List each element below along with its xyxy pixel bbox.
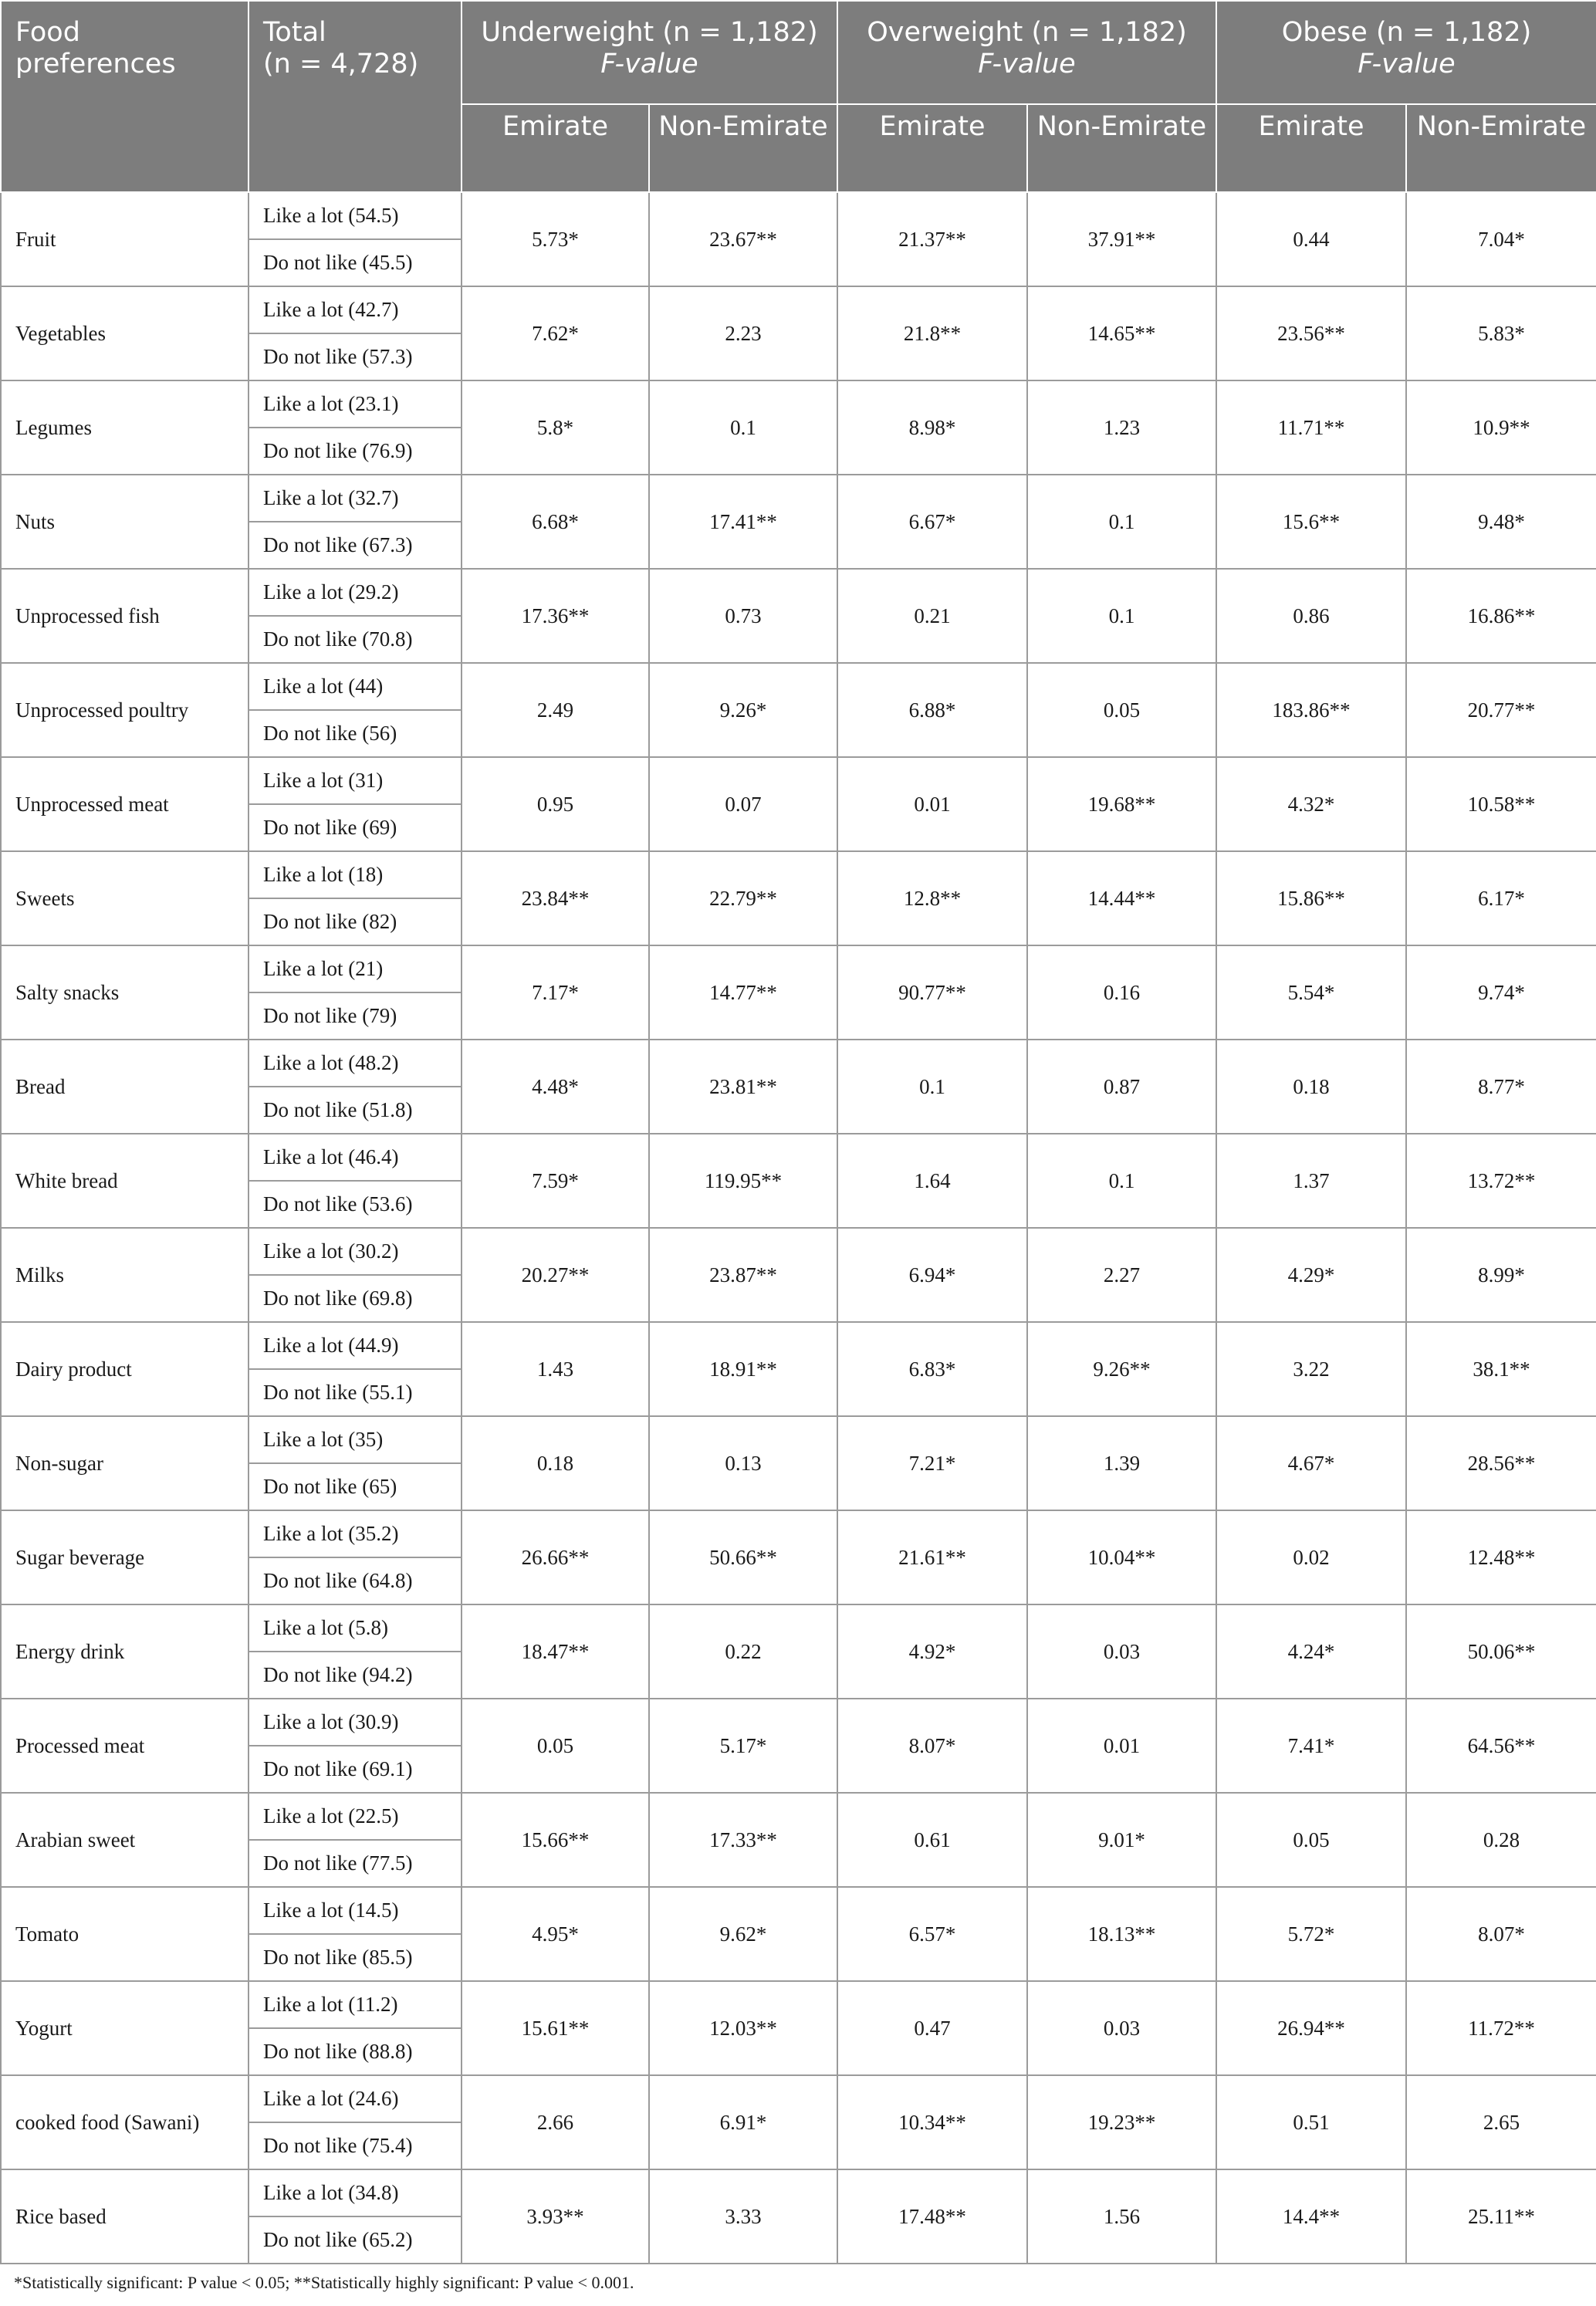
like-a-lot-cell: Like a lot (32.7)	[249, 475, 462, 522]
food-name-cell: Sweets	[1, 851, 249, 945]
food-name-cell: Fruit	[1, 192, 249, 286]
f-value-cell: 9.01*	[1027, 1793, 1216, 1887]
do-not-like-cell: Do not like (45.5)	[249, 239, 462, 286]
food-name-cell: Salty snacks	[1, 945, 249, 1040]
f-value-cell: 18.47**	[462, 1604, 649, 1699]
food-name-cell: Energy drink	[1, 1604, 249, 1699]
food-name-cell: White bread	[1, 1134, 249, 1228]
group-n: (n = 1,182)	[662, 17, 818, 48]
food-name-cell: Rice based	[1, 2169, 249, 2264]
f-value-cell: 0.73	[649, 569, 837, 663]
f-value-cell: 19.23**	[1027, 2075, 1216, 2169]
table-row	[1, 192, 1596, 239]
like-a-lot-cell: Like a lot (35.2)	[249, 1510, 462, 1557]
f-value-cell: 6.67*	[837, 475, 1027, 569]
do-not-like-cell: Do not like (79)	[249, 992, 462, 1040]
table-row	[1, 1040, 1596, 1087]
food-name-cell: Milks	[1, 1228, 249, 1322]
do-not-like-cell: Do not like (55.1)	[249, 1369, 462, 1416]
table-row	[1, 1604, 1596, 1652]
like-a-lot-cell: Like a lot (54.5)	[249, 192, 462, 239]
f-value-cell: 1.23	[1027, 380, 1216, 475]
table-row	[1, 1793, 1596, 1840]
table-row	[1, 1322, 1596, 1369]
f-value-cell: 0.03	[1027, 1981, 1216, 2075]
f-value-cell: 16.86**	[1406, 569, 1596, 663]
f-value-cell: 50.06**	[1406, 1604, 1596, 1699]
f-value-cell: 8.07*	[837, 1699, 1027, 1793]
do-not-like-cell: Do not like (51.8)	[249, 1087, 462, 1134]
like-a-lot-cell: Like a lot (30.9)	[249, 1699, 462, 1746]
f-value-cell: 7.21*	[837, 1416, 1027, 1510]
like-a-lot-cell: Like a lot (11.2)	[249, 1981, 462, 2028]
f-value-cell: 9.26*	[649, 663, 837, 757]
f-value-cell: 5.72*	[1216, 1887, 1406, 1981]
group-name: Underweight	[481, 17, 654, 48]
f-value-cell: 5.8*	[462, 380, 649, 475]
do-not-like-cell: Do not like (69.1)	[249, 1746, 462, 1793]
f-value-cell: 0.1	[1027, 475, 1216, 569]
f-value-cell: 0.86	[1216, 569, 1406, 663]
table-row	[1, 663, 1596, 710]
f-value-cell: 0.05	[462, 1699, 649, 1793]
like-a-lot-cell: Like a lot (44.9)	[249, 1322, 462, 1369]
f-value-cell: 4.24*	[1216, 1604, 1406, 1699]
f-value-cell: 0.02	[1216, 1510, 1406, 1604]
f-value-cell: 1.37	[1216, 1134, 1406, 1228]
f-value-cell: 3.33	[649, 2169, 837, 2264]
like-a-lot-cell: Like a lot (46.4)	[249, 1134, 462, 1181]
f-value-cell: 8.98*	[837, 380, 1027, 475]
f-value-cell: 0.01	[837, 757, 1027, 851]
f-value-cell: 25.11**	[1406, 2169, 1596, 2264]
f-value-cell: 8.07*	[1406, 1887, 1596, 1981]
subheader-emirate: Emirate	[462, 104, 649, 192]
food-name-cell: Tomato	[1, 1887, 249, 1981]
do-not-like-cell: Do not like (82)	[249, 898, 462, 945]
f-value-cell: 20.77**	[1406, 663, 1596, 757]
f-value-cell: 6.17*	[1406, 851, 1596, 945]
f-value-cell: 21.37**	[837, 192, 1027, 286]
table-row	[1, 1416, 1596, 1463]
f-value-cell: 0.1	[649, 380, 837, 475]
like-a-lot-cell: Like a lot (22.5)	[249, 1793, 462, 1840]
table-row	[1, 1510, 1596, 1557]
f-value-cell: 0.21	[837, 569, 1027, 663]
f-value-cell: 6.91*	[649, 2075, 837, 2169]
table-row	[1, 851, 1596, 898]
f-value-cell: 0.51	[1216, 2075, 1406, 2169]
footnote: *Statistically significant: P value < 0.05; **Statistically highly significant: P value < 0.001.	[14, 2273, 634, 2292]
do-not-like-cell: Do not like (67.3)	[249, 522, 462, 569]
f-value-cell: 0.1	[837, 1040, 1027, 1134]
f-value-cell: 20.27**	[462, 1228, 649, 1322]
like-a-lot-cell: Like a lot (5.8)	[249, 1604, 462, 1652]
f-value-cell: 28.56**	[1406, 1416, 1596, 1510]
table-row	[1, 286, 1596, 333]
do-not-like-cell: Do not like (75.4)	[249, 2122, 462, 2169]
group-stat: F-value	[978, 49, 1076, 79]
f-value-cell: 14.44**	[1027, 851, 1216, 945]
f-value-cell: 0.05	[1027, 663, 1216, 757]
f-value-cell: 119.95**	[649, 1134, 837, 1228]
do-not-like-cell: Do not like (69)	[249, 804, 462, 851]
table-body	[1, 192, 1596, 2264]
f-value-cell: 1.64	[837, 1134, 1027, 1228]
f-value-cell: 14.77**	[649, 945, 837, 1040]
f-value-cell: 15.6**	[1216, 475, 1406, 569]
like-a-lot-cell: Like a lot (48.2)	[249, 1040, 462, 1087]
do-not-like-cell: Do not like (85.5)	[249, 1934, 462, 1981]
f-value-cell: 9.62*	[649, 1887, 837, 1981]
group-name: Obese	[1281, 17, 1368, 48]
table-row	[1, 1228, 1596, 1275]
table-row	[1, 380, 1596, 428]
f-value-cell: 2.27	[1027, 1228, 1216, 1322]
f-value-cell: 90.77**	[837, 945, 1027, 1040]
food-name-cell: Dairy product	[1, 1322, 249, 1416]
f-value-cell: 5.73*	[462, 192, 649, 286]
f-value-cell: 6.94*	[837, 1228, 1027, 1322]
f-value-cell: 19.68**	[1027, 757, 1216, 851]
header-underweight	[462, 1, 837, 104]
f-value-cell: 0.03	[1027, 1604, 1216, 1699]
like-a-lot-cell: Like a lot (34.8)	[249, 2169, 462, 2216]
f-value-cell: 1.43	[462, 1322, 649, 1416]
f-value-cell: 15.66**	[462, 1793, 649, 1887]
table-row	[1, 569, 1596, 616]
food-name-cell: Processed meat	[1, 1699, 249, 1793]
food-name-cell: Bread	[1, 1040, 249, 1134]
group-stat: F-value	[1358, 49, 1456, 79]
table-row	[1, 757, 1596, 804]
food-name-cell: Yogurt	[1, 1981, 249, 2075]
f-value-cell: 12.48**	[1406, 1510, 1596, 1604]
do-not-like-cell: Do not like (65.2)	[249, 2216, 462, 2264]
f-value-cell: 4.32*	[1216, 757, 1406, 851]
f-value-cell: 12.03**	[649, 1981, 837, 2075]
do-not-like-cell: Do not like (57.3)	[249, 333, 462, 380]
f-value-cell: 50.66**	[649, 1510, 837, 1604]
like-a-lot-cell: Like a lot (31)	[249, 757, 462, 804]
f-value-cell: 6.57*	[837, 1887, 1027, 1981]
f-value-cell: 23.67**	[649, 192, 837, 286]
f-value-cell: 9.48*	[1406, 475, 1596, 569]
like-a-lot-cell: Like a lot (35)	[249, 1416, 462, 1463]
table-row	[1, 475, 1596, 522]
f-value-cell: 11.71**	[1216, 380, 1406, 475]
f-value-cell: 3.22	[1216, 1322, 1406, 1416]
header-obese	[1216, 1, 1596, 104]
f-value-cell: 17.33**	[649, 1793, 837, 1887]
f-value-cell: 2.23	[649, 286, 837, 380]
f-value-cell: 0.07	[649, 757, 837, 851]
food-name-cell: Nuts	[1, 475, 249, 569]
do-not-like-cell: Do not like (65)	[249, 1463, 462, 1510]
table-row	[1, 1134, 1596, 1181]
group-n: (n = 1,182)	[1031, 17, 1187, 48]
group-n: (n = 1,182)	[1375, 17, 1532, 48]
f-value-cell: 21.61**	[837, 1510, 1027, 1604]
food-name-cell: Unprocessed meat	[1, 757, 249, 851]
f-value-cell: 23.84**	[462, 851, 649, 945]
f-value-cell: 23.56**	[1216, 286, 1406, 380]
f-value-cell: 10.04**	[1027, 1510, 1216, 1604]
f-value-cell: 17.41**	[649, 475, 837, 569]
f-value-cell: 5.83*	[1406, 286, 1596, 380]
f-value-cell: 0.05	[1216, 1793, 1406, 1887]
header-total	[249, 1, 462, 192]
table-row	[1, 1887, 1596, 1934]
f-value-cell: 2.65	[1406, 2075, 1596, 2169]
f-value-cell: 7.62*	[462, 286, 649, 380]
f-value-cell: 0.87	[1027, 1040, 1216, 1134]
f-value-cell: 2.66	[462, 2075, 649, 2169]
f-value-cell: 5.17*	[649, 1699, 837, 1793]
like-a-lot-cell: Like a lot (18)	[249, 851, 462, 898]
f-value-cell: 17.36**	[462, 569, 649, 663]
f-value-cell: 6.88*	[837, 663, 1027, 757]
subheader-emirate: Emirate	[1216, 104, 1406, 192]
f-value-cell: 18.91**	[649, 1322, 837, 1416]
do-not-like-cell: Do not like (88.8)	[249, 2028, 462, 2075]
f-value-cell: 23.81**	[649, 1040, 837, 1134]
f-value-cell: 183.86**	[1216, 663, 1406, 757]
do-not-like-cell: Do not like (69.8)	[249, 1275, 462, 1322]
f-value-cell: 12.8**	[837, 851, 1027, 945]
f-value-cell: 0.95	[462, 757, 649, 851]
f-value-cell: 10.58**	[1406, 757, 1596, 851]
table-row	[1, 945, 1596, 992]
f-value-cell: 10.9**	[1406, 380, 1596, 475]
like-a-lot-cell: Like a lot (21)	[249, 945, 462, 992]
f-value-cell: 37.91**	[1027, 192, 1216, 286]
f-value-cell: 4.92*	[837, 1604, 1027, 1699]
f-value-cell: 0.01	[1027, 1699, 1216, 1793]
header-total-n: (n = 4,728)	[263, 49, 419, 79]
f-value-cell: 23.87**	[649, 1228, 837, 1322]
do-not-like-cell: Do not like (94.2)	[249, 1652, 462, 1699]
f-value-cell: 4.48*	[462, 1040, 649, 1134]
f-value-cell: 7.04*	[1406, 192, 1596, 286]
subheader-non-emirate: Non-Emirate	[649, 104, 837, 192]
f-value-cell: 0.47	[837, 1981, 1027, 2075]
f-value-cell: 0.18	[1216, 1040, 1406, 1134]
like-a-lot-cell: Like a lot (14.5)	[249, 1887, 462, 1934]
f-value-cell: 3.93**	[462, 2169, 649, 2264]
like-a-lot-cell: Like a lot (44)	[249, 663, 462, 710]
do-not-like-cell: Do not like (70.8)	[249, 616, 462, 663]
f-value-cell: 15.61**	[462, 1981, 649, 2075]
header-food-preferences: Food preferences	[1, 1, 249, 192]
f-value-cell: 26.94**	[1216, 1981, 1406, 2075]
like-a-lot-cell: Like a lot (30.2)	[249, 1228, 462, 1275]
table-row	[1, 1699, 1596, 1746]
food-name-cell: Legumes	[1, 380, 249, 475]
f-value-cell: 9.74*	[1406, 945, 1596, 1040]
food-name-cell: cooked food (Sawani)	[1, 2075, 249, 2169]
food-name-cell: Unprocessed poultry	[1, 663, 249, 757]
f-value-cell: 7.17*	[462, 945, 649, 1040]
f-value-cell: 6.68*	[462, 475, 649, 569]
f-value-cell: 1.56	[1027, 2169, 1216, 2264]
food-name-cell: Unprocessed fish	[1, 569, 249, 663]
do-not-like-cell: Do not like (53.6)	[249, 1181, 462, 1228]
header-total-label: Total	[263, 17, 326, 48]
f-value-cell: 14.65**	[1027, 286, 1216, 380]
f-value-cell: 8.99*	[1406, 1228, 1596, 1322]
food-name-cell: Vegetables	[1, 286, 249, 380]
f-value-cell: 22.79**	[649, 851, 837, 945]
subheader-emirate: Emirate	[837, 104, 1027, 192]
table-row	[1, 1981, 1596, 2028]
f-value-cell: 4.29*	[1216, 1228, 1406, 1322]
do-not-like-cell: Do not like (76.9)	[249, 428, 462, 475]
f-value-cell: 10.34**	[837, 2075, 1027, 2169]
group-stat: F-value	[600, 49, 698, 79]
f-value-cell: 0.1	[1027, 1134, 1216, 1228]
food-name-cell: Non-sugar	[1, 1416, 249, 1510]
do-not-like-cell: Do not like (56)	[249, 710, 462, 757]
f-value-cell: 11.72**	[1406, 1981, 1596, 2075]
header-overweight	[837, 1, 1216, 104]
table-row	[1, 2075, 1596, 2122]
f-value-cell: 2.49	[462, 663, 649, 757]
f-value-cell: 0.18	[462, 1416, 649, 1510]
f-value-cell: 1.39	[1027, 1416, 1216, 1510]
f-value-cell: 5.54*	[1216, 945, 1406, 1040]
like-a-lot-cell: Like a lot (24.6)	[249, 2075, 462, 2122]
f-value-cell: 64.56**	[1406, 1699, 1596, 1793]
f-value-cell: 7.41*	[1216, 1699, 1406, 1793]
group-name: Overweight	[867, 17, 1023, 48]
like-a-lot-cell: Like a lot (29.2)	[249, 569, 462, 616]
f-value-cell: 0.13	[649, 1416, 837, 1510]
do-not-like-cell: Do not like (64.8)	[249, 1557, 462, 1604]
f-value-cell: 0.61	[837, 1793, 1027, 1887]
f-value-cell: 0.16	[1027, 945, 1216, 1040]
food-name-cell: Sugar beverage	[1, 1510, 249, 1604]
f-value-cell: 0.28	[1406, 1793, 1596, 1887]
f-value-cell: 21.8**	[837, 286, 1027, 380]
f-value-cell: 7.59*	[462, 1134, 649, 1228]
f-value-cell: 14.4**	[1216, 2169, 1406, 2264]
table-row	[1, 2169, 1596, 2216]
f-value-cell: 8.77*	[1406, 1040, 1596, 1134]
f-value-cell: 26.66**	[462, 1510, 649, 1604]
subheader-non-emirate: Non-Emirate	[1406, 104, 1596, 192]
f-value-cell: 0.1	[1027, 569, 1216, 663]
f-value-cell: 4.67*	[1216, 1416, 1406, 1510]
like-a-lot-cell: Like a lot (23.1)	[249, 380, 462, 428]
f-value-cell: 0.44	[1216, 192, 1406, 286]
f-value-cell: 0.22	[649, 1604, 837, 1699]
food-name-cell: Arabian sweet	[1, 1793, 249, 1887]
f-value-cell: 15.86**	[1216, 851, 1406, 945]
f-value-cell: 18.13**	[1027, 1887, 1216, 1981]
subheader-non-emirate: Non-Emirate	[1027, 104, 1216, 192]
like-a-lot-cell: Like a lot (42.7)	[249, 286, 462, 333]
f-value-cell: 13.72**	[1406, 1134, 1596, 1228]
f-value-cell: 17.48**	[837, 2169, 1027, 2264]
f-value-cell: 38.1**	[1406, 1322, 1596, 1416]
f-value-cell: 9.26**	[1027, 1322, 1216, 1416]
f-value-cell: 4.95*	[462, 1887, 649, 1981]
do-not-like-cell: Do not like (77.5)	[249, 1840, 462, 1887]
f-value-cell: 6.83*	[837, 1322, 1027, 1416]
